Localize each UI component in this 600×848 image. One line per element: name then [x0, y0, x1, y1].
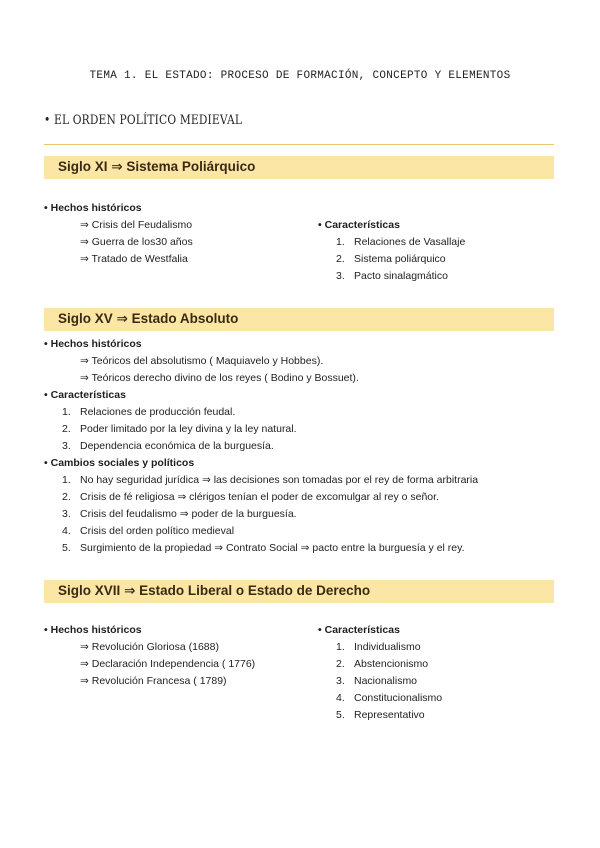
bullet: • [44, 202, 48, 214]
list-number: 3. [336, 675, 345, 687]
list-item: Sistema poliárquico [354, 253, 446, 265]
list-item: Nacionalismo [354, 675, 418, 687]
section-heading: Siglo XV ⇒ Estado Absoluto [58, 311, 239, 326]
label-cambios-sociales: • Cambios sociales y políticos [44, 457, 195, 469]
section-heading-band [44, 156, 554, 179]
bullet: • [44, 624, 48, 636]
arrow-icon: ⇒ [80, 372, 89, 384]
list-item: Relaciones de Vasallaje [354, 236, 466, 248]
bullet: • [44, 389, 48, 401]
arrow-icon: ⇒ [80, 236, 89, 248]
list-number: 1. [336, 641, 345, 653]
list-item: ⇒ Guerra de los30 años [80, 236, 193, 248]
list-item: Crisis del orden político medieval [80, 525, 235, 537]
list-item: ⇒ Tratado de Westfalia [80, 253, 188, 265]
bullet: • [318, 219, 322, 231]
arrow-icon: ⇒ [80, 641, 89, 653]
list-number: 4. [336, 692, 345, 704]
list-item: No hay seguridad jurídica ⇒ las decisiones son tomadas por el rey de forma arbitraria [80, 474, 479, 486]
list-item: Constitucionalismo [354, 692, 443, 704]
list-number: 2. [336, 253, 345, 265]
arrow-icon: ⇒ [80, 219, 89, 231]
divider-rule [44, 144, 554, 145]
document-title: TEMA 1. EL ESTADO: PROCESO DE FORMACIÓN, CONCEPTO Y ELEMENTOS [89, 70, 511, 82]
section-heading-band [44, 308, 554, 331]
section-heading: Siglo XI ⇒ Sistema Poliárquico [58, 159, 256, 174]
list-number: 3. [62, 440, 71, 452]
list-number: 4. [62, 525, 71, 537]
list-item: ⇒ Teóricos del absolutismo ( Maquiavelo y Hobbes). [80, 355, 324, 367]
list-item: ⇒ Revolución Francesa ( 1789) [80, 675, 227, 687]
list-number: 2. [62, 423, 71, 435]
subheading-orden-politico: • EL ORDEN POLÍTICO MEDIEVAL [44, 113, 243, 128]
list-item: Relaciones de producción feudal. [80, 406, 236, 418]
list-item: ⇒ Declaración Independencia ( 1776) [80, 658, 256, 670]
arrow-icon: ⇒ [80, 675, 89, 687]
label-caracteristicas: • Características [318, 219, 400, 231]
list-number: 1. [336, 236, 345, 248]
arrow-icon: ⇒ [80, 253, 89, 265]
list-item: Poder limitado por la ley divina y la ley natural. [80, 423, 297, 435]
section-heading: Siglo XVII ⇒ Estado Liberal o Estado de Derecho [58, 583, 371, 598]
list-number: 3. [62, 508, 71, 520]
bullet: • [318, 624, 322, 636]
label-hechos-historicos: • Hechos históricos [44, 338, 142, 350]
list-number: 5. [62, 542, 71, 554]
list-number: 1. [62, 406, 71, 418]
bullet: • [44, 338, 48, 350]
label-hechos-historicos: • Hechos históricos [44, 624, 142, 636]
list-number: 5. [336, 709, 345, 721]
list-item: Representativo [354, 709, 425, 721]
section-heading-band [44, 580, 554, 603]
list-item: Crisis de fé religiosa ⇒ clérigos tenían el poder de excomulgar al rey o señor. [80, 491, 439, 503]
list-number: 1. [62, 474, 71, 486]
list-number: 3. [336, 270, 345, 282]
list-number: 2. [336, 658, 345, 670]
label-caracteristicas: • Características [44, 389, 126, 401]
arrow-icon: ⇒ [80, 658, 89, 670]
list-item: ⇒ Teóricos derecho divino de los reyes ( Bodino y Bossuet). [80, 372, 359, 384]
label-caracteristicas: • Características [318, 624, 400, 636]
label-hechos-historicos: • Hechos históricos [44, 202, 142, 214]
list-number: 2. [62, 491, 71, 503]
arrow-icon: ⇒ [80, 355, 89, 367]
list-item: ⇒ Crisis del Feudalismo [80, 219, 193, 231]
list-item: Dependencia económica de la burguesía. [80, 440, 274, 452]
list-item: Surgimiento de la propiedad ⇒ Contrato Social ⇒ pacto entre la burguesía y el rey. [80, 542, 465, 554]
bullet: • [44, 457, 48, 469]
list-item: Crisis del feudalismo ⇒ poder de la burguesía. [80, 508, 297, 520]
list-item: Pacto sinalagmático [354, 270, 448, 282]
list-item: Abstencionismo [354, 658, 429, 670]
list-item: Individualismo [354, 641, 421, 653]
list-item: ⇒ Revolución Gloriosa (1688) [80, 641, 219, 653]
